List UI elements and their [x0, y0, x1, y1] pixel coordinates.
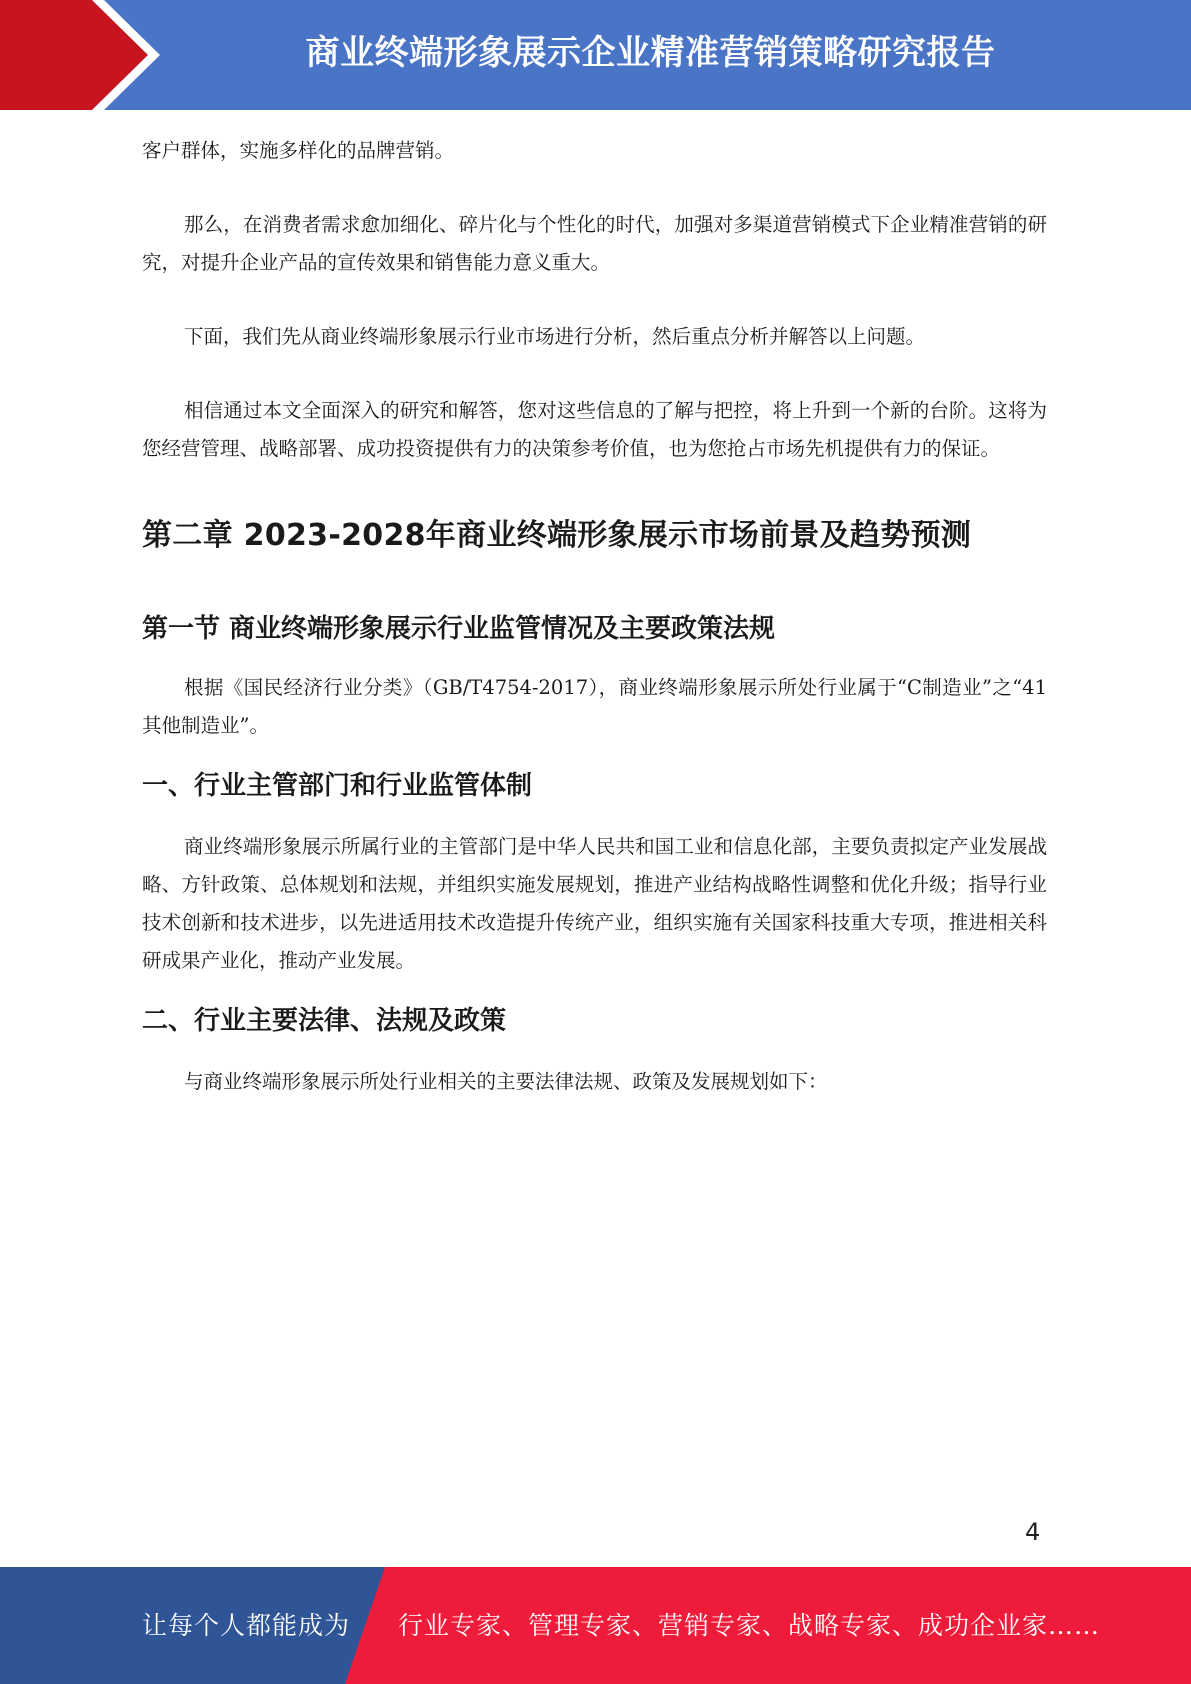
chapter-title: 第二章 2023-2028年商业终端形象展示市场前景及趋势预测: [142, 518, 972, 553]
document-body: [142, 132, 1047, 1101]
paragraph-2: 那么，在消费者需求愈加细化、碎片化与个性化的时代，加强对多渠道营销模式下企业精准营销的研究，对提升企业产品的宣传效果和销售能力意义重大。: [142, 213, 1047, 274]
footer-slogan-left: 让每个人都能成为: [142, 1611, 351, 1640]
report-title: 商业终端形象展示企业精准营销策略研究报告: [305, 33, 996, 73]
paragraph-7: 与商业终端形象展示所处行业相关的主要法律法规、政策及发展规划如下：: [184, 1070, 828, 1093]
paragraph-4: 相信通过本文全面深入的研究和解答，您对这些信息的了解与把控，将上升到一个新的台阶。这将为您经营管理、战略部署、成功投资提供有力的决策参考价值，也为您抢占市场先机提供有力的保证。: [142, 399, 1047, 460]
page-number: 4: [1025, 1518, 1041, 1546]
subsection-title-1: 一、行业主管部门和行业监管体制: [142, 771, 533, 801]
paragraph-1: 客户群体，实施多样化的品牌营销。: [142, 139, 455, 162]
paragraph-6: 商业终端形象展示所属行业的主管部门是中华人民共和国工业和信息化部，主要负责拟定产业发展战略、方针政策、总体规划和法规，并组织实施发展规划，推进产业结构战略性调整和优化升级；指导行业技术创新和技术进步，以先进适用技术改造提升传统产业，组织实施有关国家科技重大专项，推进相关科研成果产业化，推动产业发展。: [142, 835, 1047, 972]
paragraph-5: 根据《国民经济行业分类》（GB/T4754-2017），商业终端形象展示所处行业属于“C制造业”之“41其他制造业”。: [142, 676, 1047, 737]
subsection-title-2: 二、行业主要法律、法规及政策: [142, 1006, 507, 1036]
page-header: [0, 0, 1191, 110]
page-footer: [0, 1567, 1191, 1684]
paragraph-3: 下面，我们先从商业终端形象展示行业市场进行分析，然后重点分析并解答以上问题。: [184, 325, 926, 348]
footer-slogan-right: 行业专家、管理专家、营销专家、战略专家、成功企业家……: [398, 1611, 1101, 1640]
section-title: 第一节 商业终端形象展示行业监管情况及主要政策法规: [142, 614, 776, 644]
